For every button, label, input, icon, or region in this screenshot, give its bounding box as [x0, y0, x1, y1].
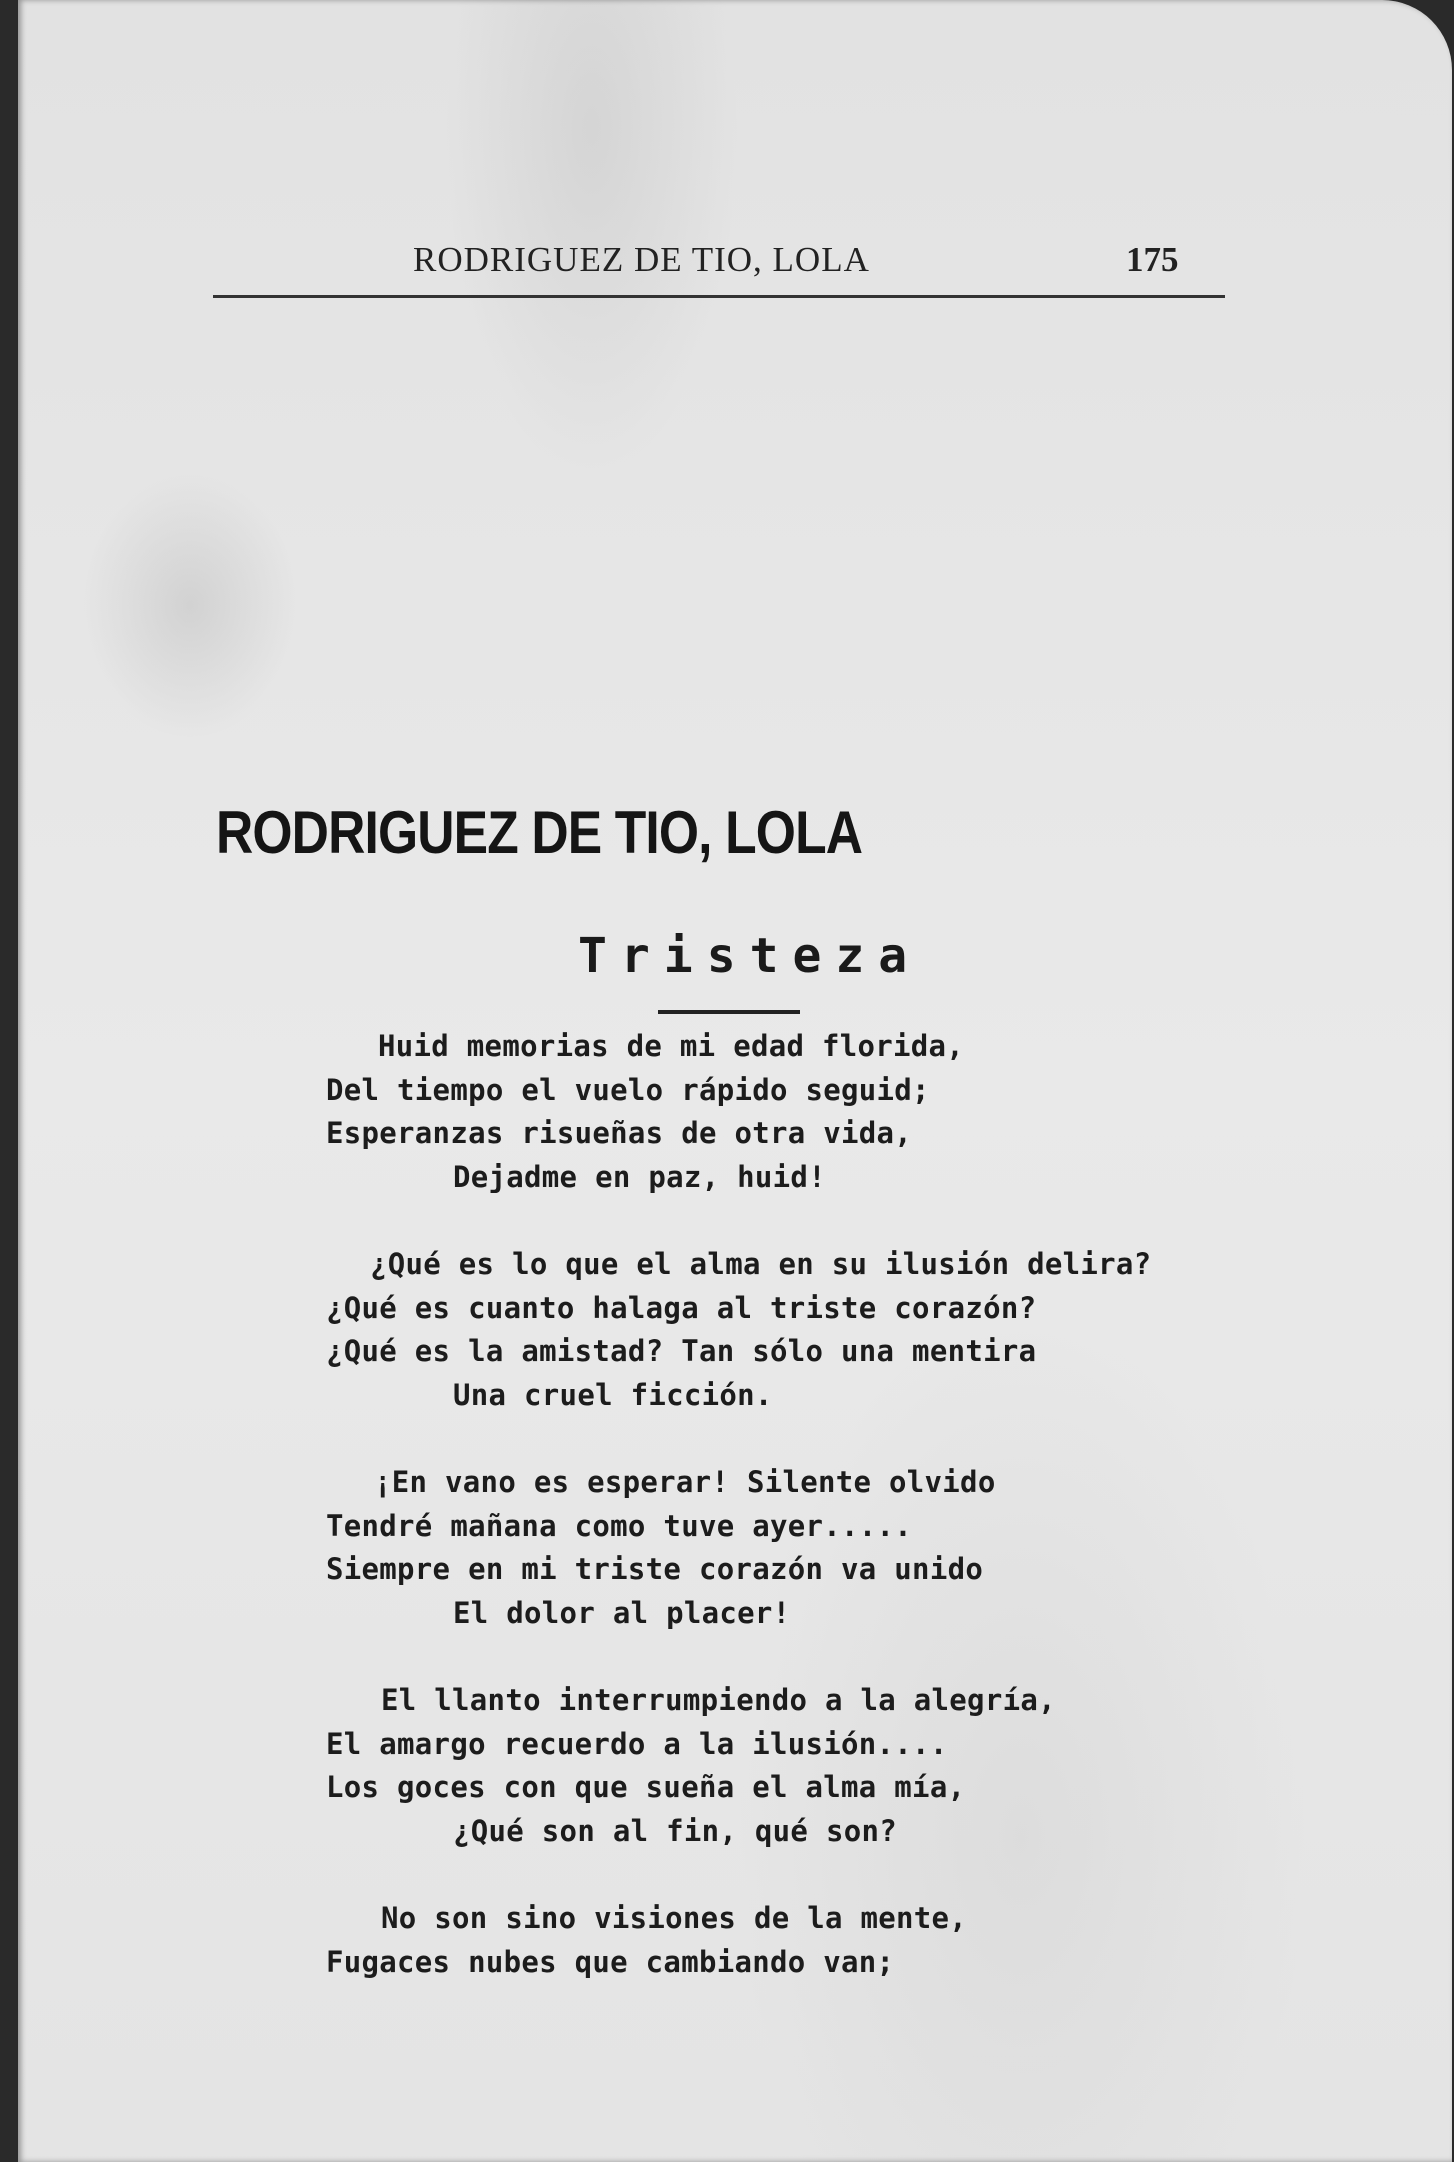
verse-line: No son sino visiones de la mente, — [381, 1901, 968, 1935]
stanza-5 — [326, 1897, 1348, 1984]
poem-body — [326, 1025, 1348, 2028]
book-page — [18, 0, 1452, 2162]
poem-title: Tristeza — [578, 928, 922, 984]
verse-line: Del tiempo el vuelo rápido seguid; — [326, 1072, 930, 1107]
verse-line: ¡En vano es esperar! Silente olvido — [374, 1465, 996, 1499]
page-number: 175 — [1126, 240, 1179, 279]
verse-line: El dolor al placer! — [453, 1595, 791, 1630]
running-head: RODRIGUEZ DE TIO, LOLA — [413, 240, 870, 279]
verse-line: Fugaces nubes que cambiando van; — [326, 1944, 895, 1979]
verse-line: ¿Qué son al fin, qué son? — [453, 1813, 897, 1848]
verse-line: El llanto interrumpiendo a la alegría, — [381, 1683, 1056, 1717]
verse-line: ¿Qué es la amistad? Tan sólo una mentira — [326, 1334, 1037, 1368]
verse-line: ¿Qué es cuanto halaga al triste corazón? — [326, 1290, 1037, 1325]
stanza-4 — [326, 1679, 1348, 1853]
verse-line: Esperanzas risueñas de otra vida, — [326, 1116, 913, 1150]
verse-line: El amargo recuerdo a la ilusión.... — [326, 1726, 948, 1761]
stanza-2 — [326, 1243, 1348, 1417]
verse-line: Huid memorias de mi edad florida, — [378, 1029, 965, 1063]
title-rule — [658, 1010, 800, 1014]
stanza-3 — [326, 1461, 1348, 1635]
verse-line: Los goces con que sueña el alma mía, — [326, 1770, 966, 1804]
verse-line: Una cruel ficción. — [453, 1377, 773, 1412]
verse-line: ¿Qué es lo que el alma en su ilusión delira? — [370, 1247, 1152, 1281]
verse-line: Siempre en mi triste corazón va unido — [326, 1552, 984, 1586]
verse-line: Tendré mañana como tuve ayer..... — [326, 1508, 913, 1543]
author-heading: RODRIGUEZ DE TIO, LOLA — [216, 799, 863, 866]
verse-line: Dejadme en paz, huid! — [453, 1159, 826, 1194]
header-rule — [213, 295, 1225, 298]
stanza-1 — [326, 1025, 1348, 1199]
